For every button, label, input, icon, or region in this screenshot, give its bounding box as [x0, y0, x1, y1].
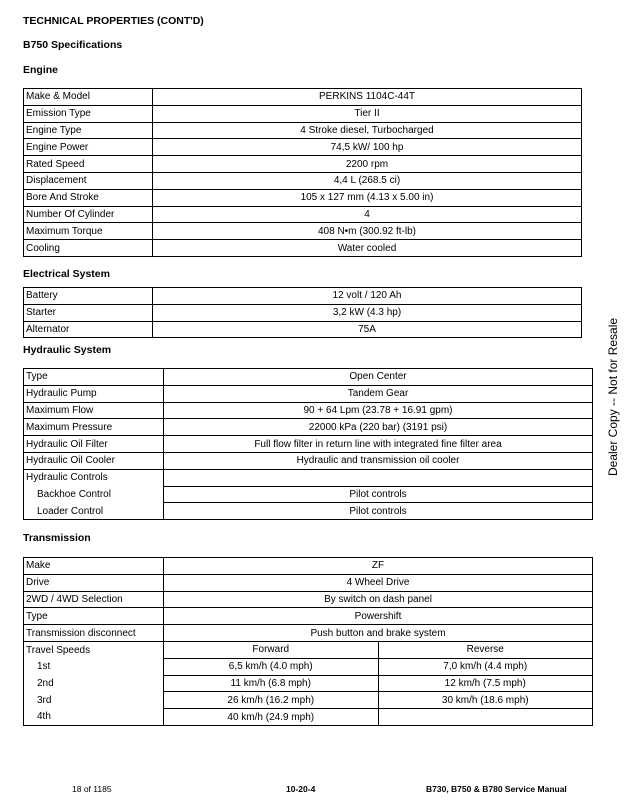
table-row [24, 469, 593, 486]
spec-label: Drive [24, 574, 164, 591]
loader-control-value: Pilot controls [164, 503, 593, 520]
page-title: TECHNICAL PROPERTIES (CONT'D) [23, 15, 204, 27]
spec-label: Engine Type [24, 122, 153, 139]
spec-label: Maximum Flow [24, 402, 164, 419]
spec-value: 4 Wheel Drive [164, 574, 593, 591]
table-row [24, 139, 582, 156]
spec-label: Make [24, 558, 164, 575]
spec-label: Number Of Cylinder [24, 206, 153, 223]
spec-label: Battery [24, 288, 153, 305]
backhoe-control-label: Backhoe Control [24, 486, 164, 503]
transmission-heading: Transmission [23, 532, 91, 544]
spec-value: 4 Stroke diesel, Turbocharged [153, 122, 582, 139]
forward-speed: 26 km/h (16.2 mph) [164, 692, 379, 709]
table-row [24, 574, 593, 591]
hydraulic-controls-label: Hydraulic Controls [24, 469, 164, 486]
gear-label: 4th [24, 709, 164, 726]
gear-label: 2nd [24, 675, 164, 692]
spec-label: Engine Power [24, 139, 153, 156]
spec-value: 12 volt / 120 Ah [153, 288, 582, 305]
reverse-header: Reverse [378, 641, 593, 658]
spec-value: 3,2 kW (4.3 hp) [153, 304, 582, 321]
forward-speed: 40 km/h (24.9 mph) [164, 709, 379, 726]
travel-speeds-label: Travel Speeds [24, 641, 164, 658]
spec-label: Alternator [24, 321, 153, 338]
electrical-heading: Electrical System [23, 268, 110, 280]
spec-value: Tandem Gear [164, 385, 593, 402]
spec-value: Powershift [164, 608, 593, 625]
table-row [24, 503, 593, 520]
forward-header: Forward [164, 641, 379, 658]
spec-value: Push button and brake system [164, 625, 593, 642]
spec-value: Open Center [164, 369, 593, 386]
table-row [24, 321, 582, 338]
gear-label: 1st [24, 658, 164, 675]
table-row [24, 288, 582, 305]
table-row [24, 436, 593, 453]
reverse-speed: 30 km/h (18.6 mph) [378, 692, 593, 709]
footer-page: 18 of 1185 [72, 784, 112, 794]
table-row [24, 156, 582, 173]
spec-label: Maximum Pressure [24, 419, 164, 436]
spec-label: Hydraulic Oil Filter [24, 436, 164, 453]
spec-value: 74,5 kW/ 100 hp [153, 139, 582, 156]
spec-label: Starter [24, 304, 153, 321]
spec-label: Displacement [24, 172, 153, 189]
table-row [24, 692, 593, 709]
spec-value: 2200 rpm [153, 156, 582, 173]
forward-speed: 6,5 km/h (4.0 mph) [164, 658, 379, 675]
spec-label: Make & Model [24, 89, 153, 106]
table-row [24, 658, 593, 675]
spec-label: Hydraulic Oil Cooler [24, 452, 164, 469]
table-row [24, 89, 582, 106]
table-row [24, 122, 582, 139]
hydraulic-heading: Hydraulic System [23, 344, 112, 356]
spec-label: Emission Type [24, 105, 153, 122]
table-row [24, 419, 593, 436]
spec-value: 4,4 L (268.5 ci) [153, 172, 582, 189]
spec-value: Tier II [153, 105, 582, 122]
spec-value: By switch on dash panel [164, 591, 593, 608]
spec-label: Cooling [24, 240, 153, 257]
table-row [24, 105, 582, 122]
spec-label: Type [24, 369, 164, 386]
table-row [24, 385, 593, 402]
spec-value: Full flow filter in return line with integrated fine filter area [164, 436, 593, 453]
spec-label: 2WD / 4WD Selection [24, 591, 164, 608]
spec-value: Water cooled [153, 240, 582, 257]
spec-label: Bore And Stroke [24, 189, 153, 206]
reverse-speed: 12 km/h (7.5 mph) [378, 675, 593, 692]
table-row [24, 304, 582, 321]
engine-table [23, 88, 582, 257]
transmission-table [23, 557, 593, 726]
engine-heading: Engine [23, 64, 59, 76]
loader-control-label: Loader Control [24, 503, 164, 520]
spec-label: Type [24, 608, 164, 625]
spec-label: Maximum Torque [24, 223, 153, 240]
spec-label: Transmission disconnect [24, 625, 164, 642]
table-row [24, 591, 593, 608]
table-row [24, 240, 582, 257]
reverse-speed [378, 709, 593, 726]
spec-value: 90 + 64 Lpm (23.78 + 16.91 gpm) [164, 402, 593, 419]
table-row [24, 625, 593, 642]
spec-value: ZF [164, 558, 593, 575]
table-row [24, 172, 582, 189]
spec-value: 105 x 127 mm (4.13 x 5.00 in) [153, 189, 582, 206]
table-row [24, 675, 593, 692]
forward-speed: 11 km/h (6.8 mph) [164, 675, 379, 692]
table-row [24, 608, 593, 625]
gear-label: 3rd [24, 692, 164, 709]
spec-value: 4 [153, 206, 582, 223]
table-row [24, 402, 593, 419]
table-row [24, 223, 582, 240]
spec-label: Hydraulic Pump [24, 385, 164, 402]
backhoe-control-value: Pilot controls [164, 486, 593, 503]
side-watermark: Dealer Copy -- Not for Resale [606, 317, 620, 476]
spec-value: 75A [153, 321, 582, 338]
page-subtitle: B750 Specifications [23, 39, 123, 51]
hydraulic-table [23, 368, 593, 520]
spec-label: Rated Speed [24, 156, 153, 173]
spec-value: PERKINS 1104C-44T [153, 89, 582, 106]
table-row [24, 709, 593, 726]
table-row [24, 558, 593, 575]
spec-value: 408 N•m (300.92 ft-lb) [153, 223, 582, 240]
reverse-speed: 7,0 km/h (4.4 mph) [378, 658, 593, 675]
table-row [24, 189, 582, 206]
table-row [24, 486, 593, 503]
electrical-table [23, 287, 582, 338]
table-row [24, 641, 593, 658]
footer-section: 10-20-4 [286, 784, 316, 794]
table-row [24, 369, 593, 386]
spec-value: 22000 kPa (220 bar) (3191 psi) [164, 419, 593, 436]
footer-manual: B730, B750 & B780 Service Manual [426, 784, 567, 794]
spec-value: Hydraulic and transmission oil cooler [164, 452, 593, 469]
table-row [24, 206, 582, 223]
table-row [24, 452, 593, 469]
